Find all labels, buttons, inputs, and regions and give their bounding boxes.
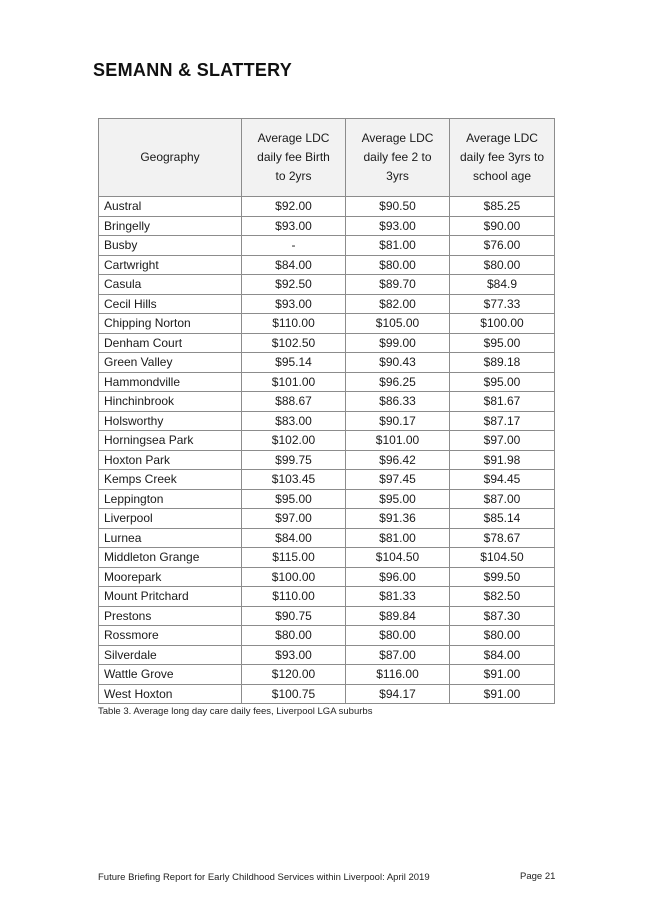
cell-fee: $96.25 — [346, 372, 450, 392]
cell-suburb: Casula — [99, 275, 242, 295]
cell-fee: $87.30 — [450, 606, 555, 626]
cell-fee: $80.00 — [242, 626, 346, 646]
cell-fee: $100.00 — [242, 567, 346, 587]
cell-fee: $84.00 — [450, 645, 555, 665]
cell-suburb: Leppington — [99, 489, 242, 509]
table-row — [99, 684, 555, 704]
cell-fee: $80.00 — [450, 255, 555, 275]
cell-suburb: Prestons — [99, 606, 242, 626]
table-row — [99, 197, 555, 217]
table-row — [99, 509, 555, 529]
cell-suburb: Green Valley — [99, 353, 242, 373]
table-row — [99, 294, 555, 314]
table-row — [99, 372, 555, 392]
cell-fee: $82.00 — [346, 294, 450, 314]
cell-fee: $92.00 — [242, 197, 346, 217]
cell-fee: $95.00 — [450, 333, 555, 353]
table-row — [99, 450, 555, 470]
cell-fee: $110.00 — [242, 314, 346, 334]
cell-suburb: Silverdale — [99, 645, 242, 665]
cell-fee: $96.42 — [346, 450, 450, 470]
table-body — [99, 197, 555, 704]
cell-suburb: Lurnea — [99, 528, 242, 548]
cell-fee: $103.45 — [242, 470, 346, 490]
cell-fee: $78.67 — [450, 528, 555, 548]
cell-suburb: Mount Pritchard — [99, 587, 242, 607]
cell-fee: $96.00 — [346, 567, 450, 587]
cell-fee: $104.50 — [346, 548, 450, 568]
cell-fee: $95.14 — [242, 353, 346, 373]
cell-suburb: Hammondville — [99, 372, 242, 392]
cell-fee: $80.00 — [346, 626, 450, 646]
cell-fee: $84.00 — [242, 528, 346, 548]
table-row — [99, 333, 555, 353]
cell-suburb: Kemps Creek — [99, 470, 242, 490]
cell-fee: $97.00 — [242, 509, 346, 529]
table-row — [99, 489, 555, 509]
cell-fee: $77.33 — [450, 294, 555, 314]
cell-fee: $93.00 — [242, 645, 346, 665]
cell-fee: $87.00 — [450, 489, 555, 509]
cell-fee: $92.50 — [242, 275, 346, 295]
cell-suburb: Busby — [99, 236, 242, 256]
cell-fee: $89.18 — [450, 353, 555, 373]
table-row — [99, 567, 555, 587]
cell-suburb: Liverpool — [99, 509, 242, 529]
cell-fee: $81.00 — [346, 236, 450, 256]
cell-fee: $89.70 — [346, 275, 450, 295]
cell-suburb: Austral — [99, 197, 242, 217]
table-header-row — [99, 119, 555, 197]
column-header-birth-to-2yrs: Average LDC daily fee Birth to 2yrs — [242, 119, 346, 197]
brand-logo: SEMANN & SLATTERY — [93, 60, 293, 80]
cell-fee: $91.36 — [346, 509, 450, 529]
cell-fee: $100.00 — [450, 314, 555, 334]
cell-fee: $94.45 — [450, 470, 555, 490]
table-row — [99, 431, 555, 451]
cell-fee: $76.00 — [450, 236, 555, 256]
table-row — [99, 626, 555, 646]
cell-fee: $81.00 — [346, 528, 450, 548]
cell-suburb: Horningsea Park — [99, 431, 242, 451]
cell-suburb: Wattle Grove — [99, 665, 242, 685]
cell-fee: $93.00 — [242, 216, 346, 236]
cell-fee: $88.67 — [242, 392, 346, 412]
cell-fee: $85.14 — [450, 509, 555, 529]
cell-fee: $87.17 — [450, 411, 555, 431]
cell-fee: $85.25 — [450, 197, 555, 217]
table-row — [99, 470, 555, 490]
cell-fee: $116.00 — [346, 665, 450, 685]
cell-fee: $101.00 — [346, 431, 450, 451]
cell-fee: $110.00 — [242, 587, 346, 607]
cell-fee: $90.17 — [346, 411, 450, 431]
cell-suburb: Bringelly — [99, 216, 242, 236]
column-header-geography: Geography — [99, 119, 242, 197]
table-row — [99, 216, 555, 236]
cell-fee: $91.00 — [450, 665, 555, 685]
cell-fee: $81.67 — [450, 392, 555, 412]
cell-fee: $91.00 — [450, 684, 555, 704]
cell-fee: $115.00 — [242, 548, 346, 568]
table-row — [99, 645, 555, 665]
cell-fee: $90.50 — [346, 197, 450, 217]
cell-fee: $99.75 — [242, 450, 346, 470]
table-row — [99, 665, 555, 685]
cell-fee: $80.00 — [450, 626, 555, 646]
cell-fee: $86.33 — [346, 392, 450, 412]
table-caption: Table 3. Average long day care daily fees, Liverpool LGA suburbs — [98, 706, 373, 717]
fees-table — [98, 118, 555, 704]
cell-fee: $120.00 — [242, 665, 346, 685]
cell-suburb: Hinchinbrook — [99, 392, 242, 412]
cell-fee: $94.17 — [346, 684, 450, 704]
cell-fee: $87.00 — [346, 645, 450, 665]
cell-fee: $84.00 — [242, 255, 346, 275]
column-header-3yrs-to-school-age: Average LDC daily fee 3yrs to school age — [450, 119, 555, 197]
table-row — [99, 392, 555, 412]
table-row — [99, 548, 555, 568]
table-row — [99, 314, 555, 334]
table-row — [99, 255, 555, 275]
cell-fee: $90.75 — [242, 606, 346, 626]
cell-suburb: Rossmore — [99, 626, 242, 646]
cell-fee: $95.00 — [242, 489, 346, 509]
cell-suburb: Chipping Norton — [99, 314, 242, 334]
cell-fee: $89.84 — [346, 606, 450, 626]
cell-suburb: Holsworthy — [99, 411, 242, 431]
table-row — [99, 411, 555, 431]
table-row — [99, 275, 555, 295]
column-header-2-to-3yrs: Average LDC daily fee 2 to 3yrs — [346, 119, 450, 197]
cell-fee: $83.00 — [242, 411, 346, 431]
cell-fee: - — [242, 236, 346, 256]
table-row — [99, 528, 555, 548]
cell-fee: $82.50 — [450, 587, 555, 607]
page-number: Page 21 — [520, 871, 556, 882]
cell-suburb: Hoxton Park — [99, 450, 242, 470]
cell-fee: $102.50 — [242, 333, 346, 353]
cell-fee: $102.00 — [242, 431, 346, 451]
cell-suburb: Moorepark — [99, 567, 242, 587]
cell-fee: $91.98 — [450, 450, 555, 470]
footer-report-title: Future Briefing Report for Early Childhood Services within Liverpool: April 2019 — [98, 872, 430, 883]
cell-fee: $100.75 — [242, 684, 346, 704]
cell-fee: $80.00 — [346, 255, 450, 275]
cell-fee: $90.00 — [450, 216, 555, 236]
cell-suburb: Middleton Grange — [99, 548, 242, 568]
cell-suburb: Cecil Hills — [99, 294, 242, 314]
table-row — [99, 353, 555, 373]
table-row — [99, 236, 555, 256]
cell-fee: $99.50 — [450, 567, 555, 587]
cell-fee: $95.00 — [346, 489, 450, 509]
cell-fee: $104.50 — [450, 548, 555, 568]
cell-fee: $84.9 — [450, 275, 555, 295]
cell-fee: $81.33 — [346, 587, 450, 607]
cell-fee: $99.00 — [346, 333, 450, 353]
cell-fee: $93.00 — [242, 294, 346, 314]
cell-fee: $95.00 — [450, 372, 555, 392]
table-row — [99, 587, 555, 607]
cell-fee: $97.00 — [450, 431, 555, 451]
cell-fee: $105.00 — [346, 314, 450, 334]
table-row — [99, 606, 555, 626]
cell-fee: $97.45 — [346, 470, 450, 490]
cell-fee: $90.43 — [346, 353, 450, 373]
cell-suburb: Denham Court — [99, 333, 242, 353]
cell-suburb: Cartwright — [99, 255, 242, 275]
cell-fee: $93.00 — [346, 216, 450, 236]
cell-suburb: West Hoxton — [99, 684, 242, 704]
cell-fee: $101.00 — [242, 372, 346, 392]
